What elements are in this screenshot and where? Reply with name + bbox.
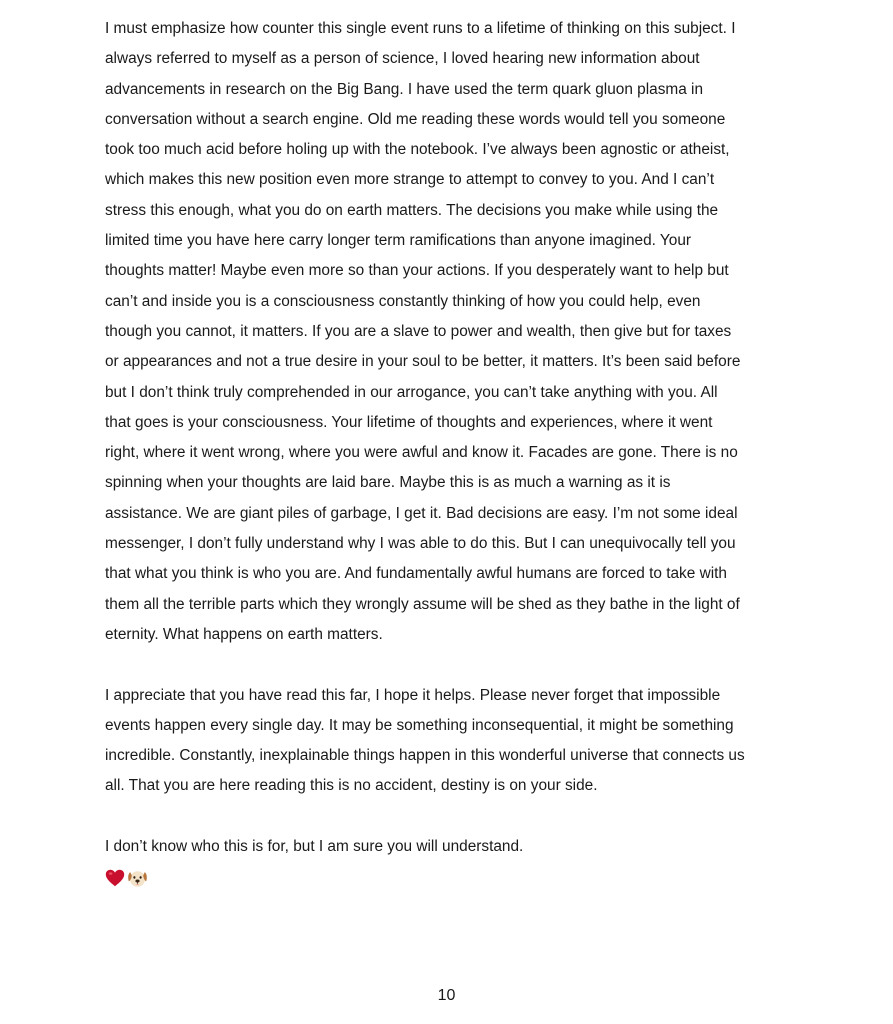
- text-line: assistance. We are giant piles of garbage, I get it. Bad decisions are easy. I’m not some ideal: [105, 504, 738, 522]
- text-line: thoughts matter! Maybe even more so than your actions. If you desperately want to help but: [105, 262, 729, 280]
- text-line: which makes this new position even more strange to attempt to convey to you. And I can’t: [105, 171, 715, 189]
- text-line: right, where it went wrong, where you were awful and know it. Facades are gone. There is no: [105, 444, 738, 462]
- paragraph-3: [105, 832, 795, 862]
- text-line: though you cannot, it matters. If you are a slave to power and wealth, then give but for taxes: [105, 322, 732, 340]
- text-line: incredible. Constantly, inexplainable things happen in this wonderful universe that connects us: [105, 747, 745, 765]
- text-line: events happen every single day. It may be something inconsequential, it might be something: [105, 716, 734, 734]
- text-line: stress this enough, what you do on earth matters. The decisions you make while using the: [105, 201, 719, 219]
- text-line: or appearances and not a true desire in your soul to be better, it matters. It’s been said before: [105, 353, 741, 371]
- heart-icon: [105, 869, 125, 887]
- text-line: eternity. What happens on earth matters.: [105, 625, 383, 643]
- text-line: always referred to myself as a person of science, I loved hearing new information about: [105, 50, 700, 68]
- text-line: took too much acid before holing up with the notebook. I’ve always been agnostic or atheist,: [105, 141, 730, 159]
- paragraph-spacer: [105, 650, 795, 680]
- text-line: can’t and inside you is a consciousness constantly thinking of how you could help, even: [105, 292, 701, 310]
- text-line: them all the terrible parts which they wrongly assume will be shed as they bathe in the light of: [105, 595, 740, 613]
- document-body: [105, 14, 795, 893]
- paragraph-2: [105, 681, 795, 802]
- text-line: that what you think is who you are. And fundamentally awful humans are forced to take with: [105, 565, 727, 583]
- text-line: limited time you have here carry longer term ramifications than anyone imagined. Your: [105, 232, 692, 250]
- text-line: I appreciate that you have read this far, I hope it helps. Please never forget that impossible: [105, 686, 721, 704]
- text-line: spinning when your thoughts are laid bare. Maybe this is as much a warning as it is: [105, 474, 671, 492]
- signature-emoji: [105, 863, 795, 893]
- text-line: that goes is your consciousness. Your lifetime of thoughts and experiences, where it went: [105, 413, 713, 431]
- text-line: I must emphasize how counter this single event runs to a lifetime of thinking on this subject. I: [105, 20, 736, 37]
- text-line: conversation without a search engine. Old me reading these words would tell you someone: [105, 110, 726, 128]
- text-line: messenger, I don’t fully understand why I was able to do this. But I can unequivocally tell you: [105, 535, 736, 553]
- paragraph-spacer: [105, 802, 795, 832]
- text-line: I don’t know who this is for, but I am sure you will understand.: [105, 838, 524, 856]
- text-line: advancements in research on the Big Bang. I have used the term quark gluon plasma in: [105, 80, 704, 98]
- page-number: 10: [437, 987, 456, 1004]
- dog-face-icon: [127, 868, 148, 888]
- text-line: all. That you are here reading this is no accident, destiny is on your side.: [105, 777, 598, 795]
- text-line: but I don’t think truly comprehended in our arrogance, you can’t take anything with you. All: [105, 383, 718, 401]
- paragraph-1: [105, 14, 795, 650]
